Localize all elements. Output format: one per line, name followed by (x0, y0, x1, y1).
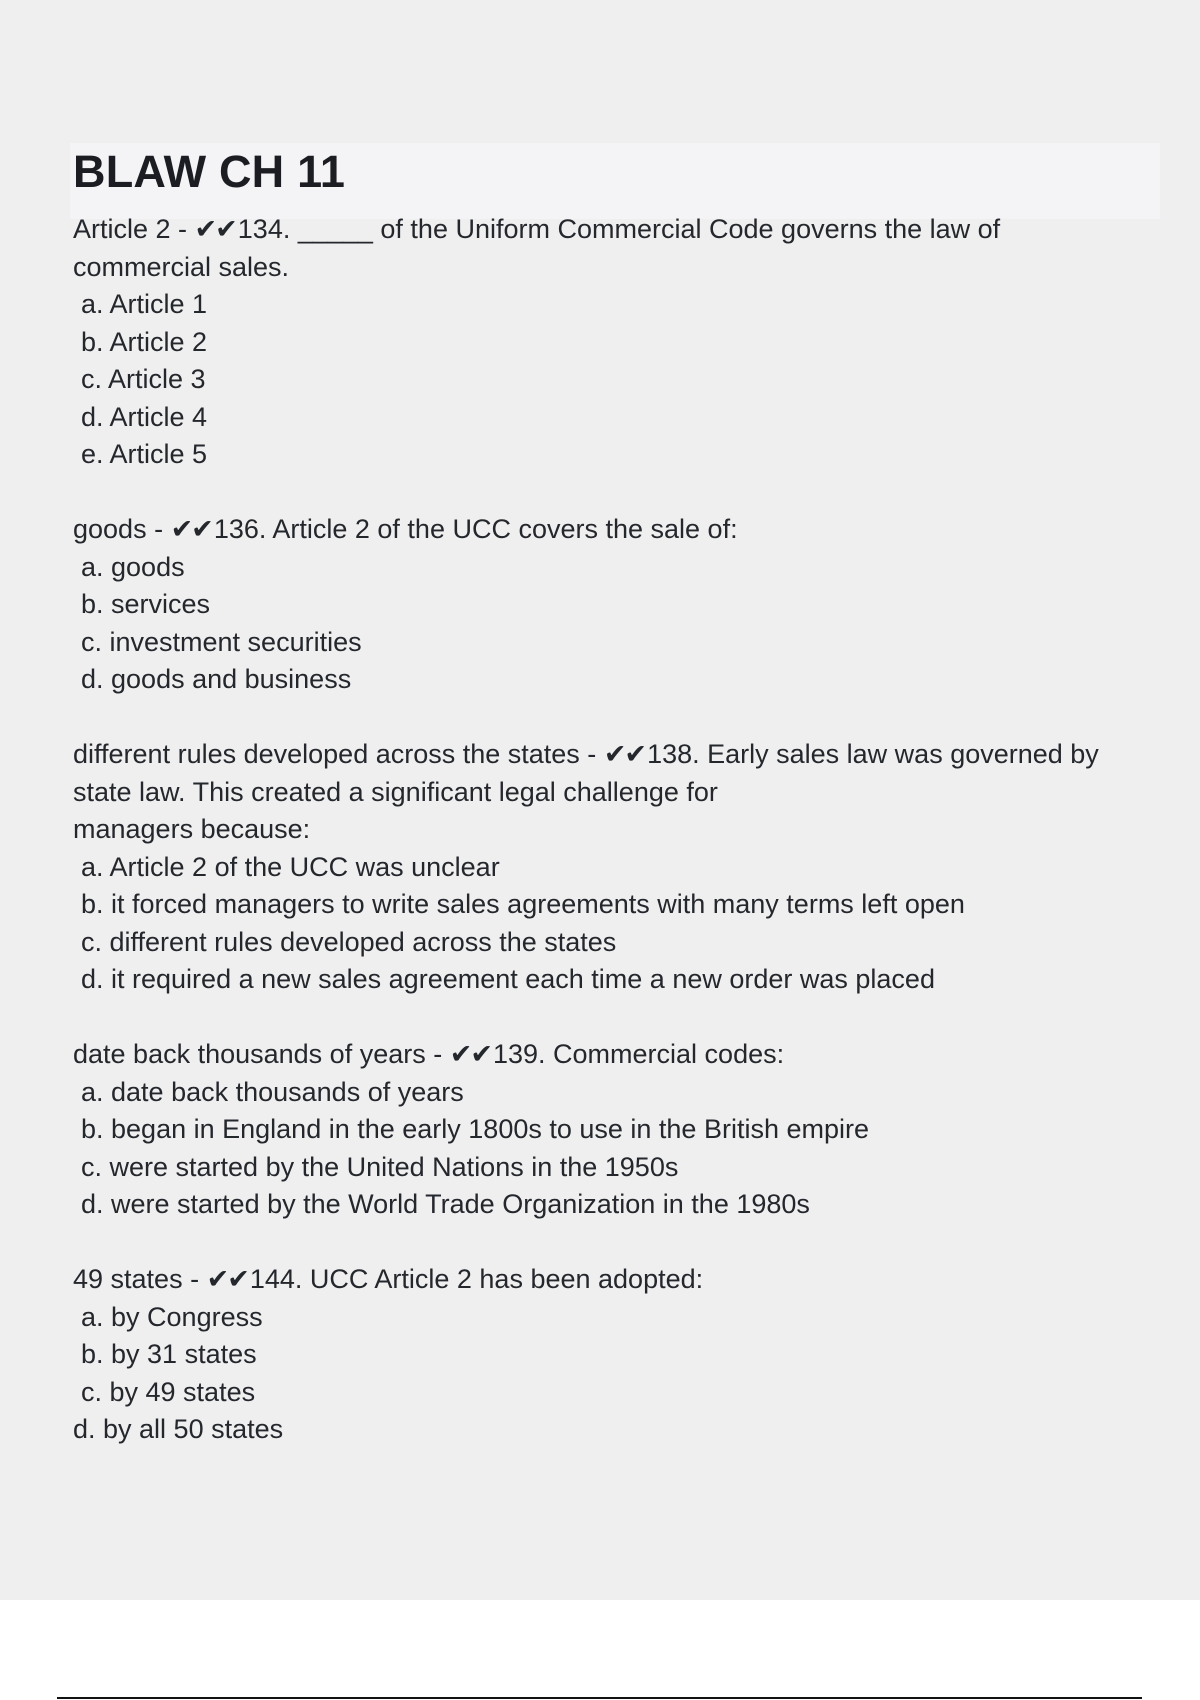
answer-option: d. it required a new sales agreement each time a new order was placed (81, 964, 935, 994)
answer-option: d. goods and business (81, 664, 352, 694)
question-text: 139. Commercial codes: (492, 1039, 785, 1069)
answer-option: b. Article 2 (81, 326, 208, 357)
footer-divider (57, 1697, 1142, 1699)
answer-option: d. were started by the World Trade Organization in the 1980s (81, 1189, 810, 1219)
answer-option: e. Article 5 (81, 439, 208, 469)
answer-option: a. Article 2 of the UCC was unclear (81, 851, 500, 882)
answer-option: c. were started by the United Nations in the 1950s (81, 1151, 679, 1182)
question-item (73, 1261, 1173, 1449)
answer-text: Article 2 - (73, 214, 195, 244)
answer-option: c. Article 3 (81, 364, 206, 394)
answer-text: different rules developed across the states - (73, 739, 604, 769)
question-item (73, 1036, 1173, 1224)
answer-option: c. by 49 states (81, 1376, 256, 1407)
question-item (73, 511, 1173, 699)
question-text: 144. UCC Article 2 has been adopted: (249, 1264, 704, 1294)
question-text: commercial sales. (73, 251, 290, 282)
check-mark-icon: ✔✔ (194, 214, 236, 244)
question-text: state law. This created a significant legal challenge for (73, 776, 718, 807)
answer-text: date back thousands of years - (73, 1039, 450, 1069)
answer-option: b. by 31 states (81, 1339, 257, 1369)
answer-option: d. by all 50 states (73, 1414, 284, 1444)
answer-option: c. different rules developed across the states (81, 926, 617, 957)
answer-option: b. began in England in the early 1800s to use in the British empire (81, 1114, 869, 1144)
answer-option: b. services (81, 589, 211, 619)
question-text: managers because: (73, 814, 311, 844)
answer-option: a. Article 1 (81, 289, 208, 319)
answer-option: a. goods (81, 551, 185, 582)
answer-option: a. date back thousands of years (81, 1076, 464, 1107)
question-text: 136. Article 2 of the UCC covers the sale of: (213, 514, 738, 544)
question-item (73, 211, 1173, 474)
question-list (73, 211, 1173, 1486)
answer-text: goods - (73, 514, 171, 544)
answer-option: c. investment securities (81, 626, 362, 657)
answer-option: b. it forced managers to write sales agreements with many terms left open (81, 889, 965, 919)
check-mark-icon: ✔✔ (603, 739, 646, 769)
question-text: 138. Early sales law was governed by (647, 739, 1099, 769)
check-mark-icon: ✔✔ (449, 1039, 491, 1069)
answer-option: d. Article 4 (81, 401, 208, 432)
answer-text: 49 states - (73, 1264, 207, 1294)
check-mark-icon: ✔✔ (170, 514, 212, 544)
question-item (73, 736, 1173, 999)
check-mark-icon: ✔✔ (206, 1264, 248, 1294)
document-title: BLAW CH 11 (73, 146, 346, 197)
question-text: 134. _____ of the Uniform Commercial Code governs the law of (237, 214, 1001, 244)
answer-option: a. by Congress (81, 1301, 263, 1332)
